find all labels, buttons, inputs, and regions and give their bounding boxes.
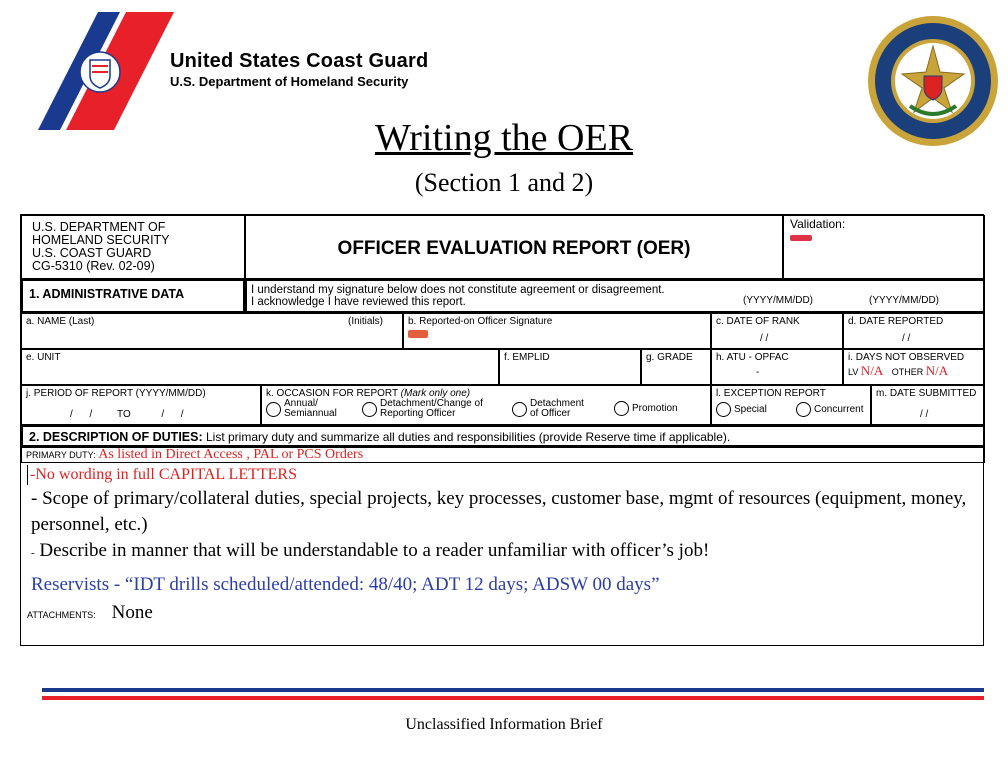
section-1-label: 1. ADMINISTRATIVE DATA	[29, 287, 185, 301]
name-label: a. NAME (Last)	[26, 316, 95, 327]
date-slashes: / /	[902, 333, 911, 344]
dept-line: U.S. COAST GUARD	[32, 246, 152, 260]
slide-title: Writing the OER	[374, 117, 634, 159]
signature-label: b. Reported-on Officer Signature	[408, 316, 553, 327]
org-department: U.S. Department of Homeland Security	[170, 74, 409, 89]
grade-label: g. GRADE	[646, 352, 693, 363]
occasion-label: k. OCCASION FOR REPORT	[266, 388, 398, 399]
date-format-label: (YYYY/MM/DD)	[743, 295, 813, 306]
atu-opfac-label: h. ATU - OPFAC	[716, 352, 789, 363]
date-format-label: (YYYY/MM/DD)	[869, 295, 939, 306]
occasion-option-detachment[interactable]: Detachment of Officer	[512, 399, 594, 419]
lv-label: LV	[848, 367, 859, 377]
note-capital-letters: -No wording in full CAPITAL LETTERS	[27, 465, 977, 485]
org-name: United States Coast Guard	[170, 50, 429, 72]
note-reservists: Reservists - “IDT drills scheduled/attended: 48/40; ADT 12 days; ADSW 00 days”	[31, 574, 660, 595]
occasion-option-change-reporting-officer[interactable]: Detachment/Change of Reporting Officer	[362, 399, 486, 419]
days-not-observed-label: i. DAYS NOT OBSERVED	[848, 352, 965, 363]
attachments-row	[27, 602, 977, 624]
ack-line: I understand my signature below does not constitute agreement or disagreement.	[251, 284, 665, 296]
initials-label: (Initials)	[348, 316, 384, 327]
dept-line: HOMELAND SECURITY	[32, 233, 170, 247]
date-of-rank-label: c. DATE OF RANK	[716, 316, 800, 327]
slide-subtitle: (Section 1 and 2)	[414, 168, 594, 197]
occasion-option-promotion[interactable]: Promotion	[614, 401, 678, 416]
lv-value: N/A	[860, 363, 884, 378]
note-describe: - Describe in manner that will be understandable to a reader unfamiliar with officer’s job!	[31, 540, 710, 561]
validation-box	[783, 215, 985, 279]
attachments-label: ATTACHMENTS:	[27, 610, 96, 620]
date-of-rank-cell[interactable]	[711, 313, 843, 349]
days-not-observed-cell[interactable]	[843, 349, 985, 385]
acknowledgement-block	[245, 279, 985, 313]
primary-duty-label: PRIMARY DUTY:	[26, 450, 96, 460]
signature-cell[interactable]	[403, 313, 711, 349]
unit-cell[interactable]	[21, 349, 499, 385]
section-2-label: 2. DESCRIPTION OF DUTIES:	[29, 430, 203, 444]
validation-label: Validation:	[790, 217, 846, 231]
radio-icon	[362, 402, 377, 417]
section-1-header	[21, 279, 245, 313]
atu-opfac-cell[interactable]	[711, 349, 843, 385]
grade-cell[interactable]	[641, 349, 711, 385]
other-value: N/A	[925, 363, 949, 378]
form-title: OFFICER EVALUATION REPORT (OER)	[245, 215, 783, 279]
form-number: CG-5310 (Rev. 02-09)	[32, 259, 155, 273]
exception-report-cell	[711, 385, 871, 425]
section-2-text: List primary duty and summarize all duties and responsibilities (provide Reserve time if applicable).	[205, 430, 731, 444]
date-submitted-cell[interactable]	[871, 385, 985, 425]
occasion-cell	[261, 385, 711, 425]
uscg-racing-stripe-logo	[38, 12, 174, 130]
occasion-note: (Mark only one)	[400, 388, 471, 399]
form-department-block	[21, 215, 245, 279]
period-label: j. PERIOD OF REPORT (YYYY/MM/DD)	[26, 388, 206, 399]
date-submitted-label: m. DATE SUBMITTED	[876, 388, 977, 399]
emplid-label: f. EMPLID	[504, 352, 550, 363]
date-reported-label: d. DATE REPORTED	[848, 316, 944, 327]
exception-label: l. EXCEPTION REPORT	[716, 388, 826, 399]
exception-option-special[interactable]: Special	[716, 402, 767, 417]
primary-duty-value: As listed in Direct Access , PAL or PCS Orders	[98, 447, 364, 462]
radio-icon	[266, 402, 281, 417]
occasion-option-annual[interactable]: Annual/ Semiannual	[266, 399, 354, 419]
radio-icon	[512, 402, 527, 417]
dept-line: U.S. DEPARTMENT OF	[32, 220, 166, 234]
primary-duty-row[interactable]	[21, 447, 985, 463]
date-slashes: / /	[920, 409, 929, 420]
other-label: OTHER	[891, 367, 924, 377]
radio-icon	[716, 402, 731, 417]
unit-label: e. UNIT	[26, 352, 61, 363]
period-dates: / / TO / /	[70, 409, 184, 420]
validation-tag-icon	[790, 235, 812, 241]
exception-option-concurrent[interactable]: Concurrent	[796, 402, 863, 417]
period-of-report-cell[interactable]	[21, 385, 261, 425]
date-reported-cell[interactable]	[843, 313, 985, 349]
duties-notes	[27, 465, 977, 624]
note-scope: - Scope of primary/collateral duties, special projects, key processes, customer base, mgmt of resources (equipment, money, personnel, etc.)	[31, 488, 967, 535]
signature-tag-icon	[408, 330, 428, 338]
emplid-cell[interactable]	[499, 349, 641, 385]
radio-icon	[796, 402, 811, 417]
attachments-value: None	[111, 602, 153, 623]
date-slashes: / /	[760, 333, 769, 344]
oer-form	[20, 214, 984, 646]
footer-classification: Unclassified Information Brief	[405, 716, 603, 733]
footer-stripes	[42, 688, 984, 702]
atu-dash: -	[756, 367, 760, 378]
section-2-header	[21, 425, 985, 447]
radio-icon	[614, 401, 629, 416]
ack-line: I acknowledge I have reviewed this report.	[251, 296, 466, 308]
name-cell	[21, 313, 403, 349]
